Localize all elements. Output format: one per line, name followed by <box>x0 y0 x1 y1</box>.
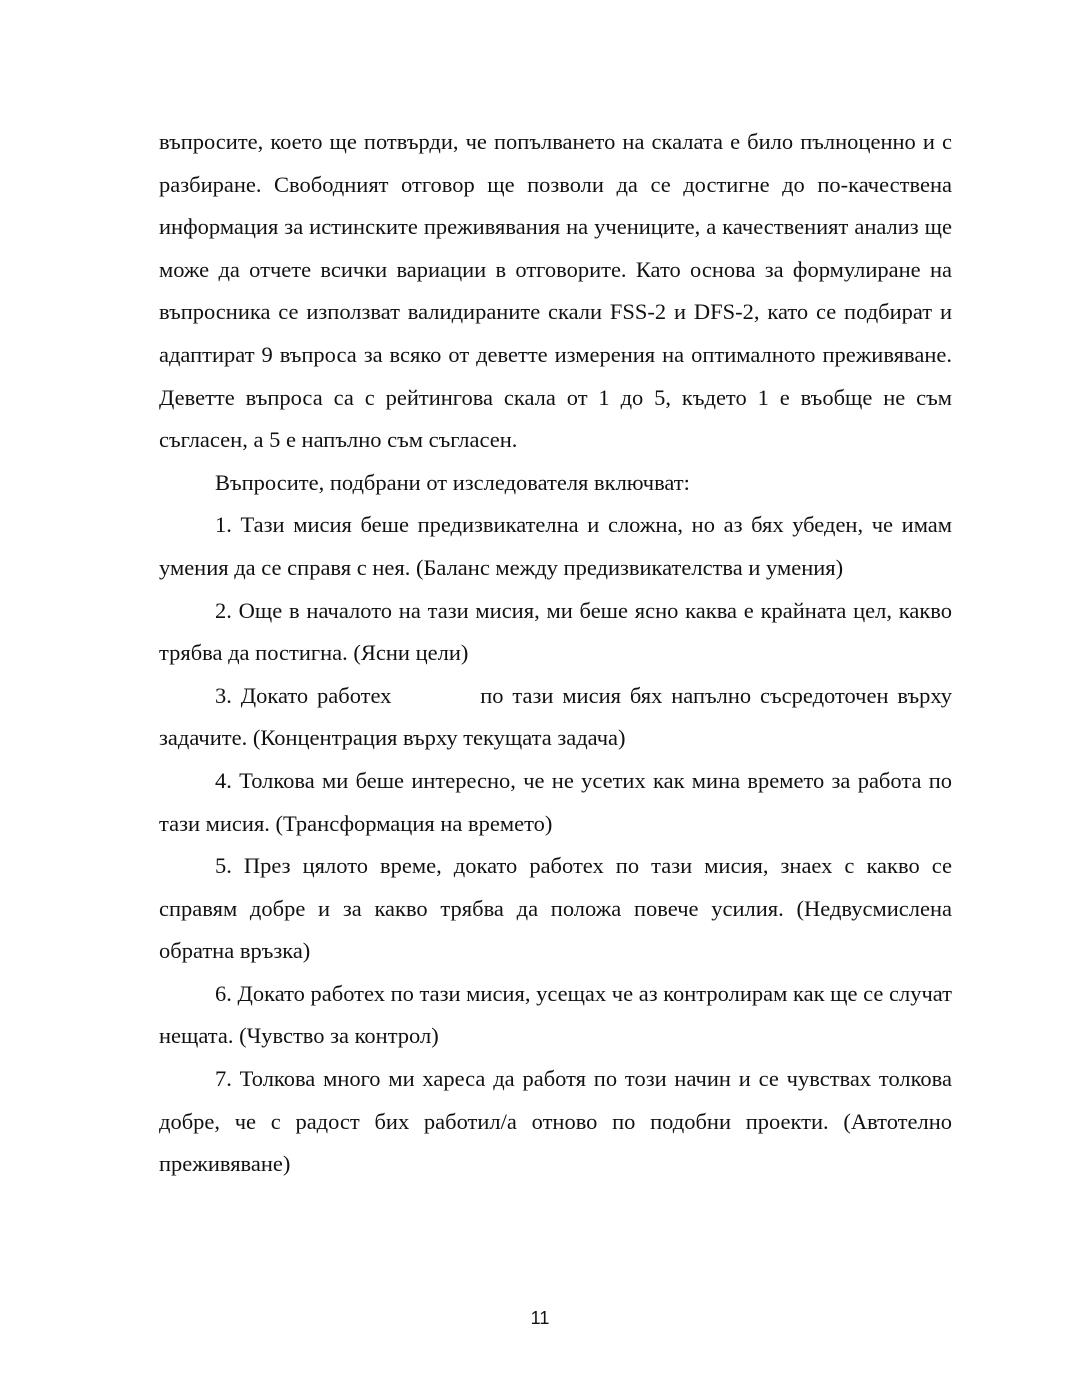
paragraph-continuation: въпросите, което ще потвърди, че попълването на скалата е било пълноценно и с разбиране. Свободният отговор ще позволи да се достигне до по-качествена информация за истинските преживявания на учениците, а качественият анализ ще може да отчете всички вариации в отговорите. Като основа за формулиране на въпросника се използват валидираните скали FSS-2 и DFS-2, като се подбират и адаптират 9 въпроса за всяко от деветте измерения на оптималното преживяване. Деветте въпроса са с рейтингова скала от 1 до 5, където 1 е въобще не съм съгласен, а 5 е напълно съм съгласен. <box>159 129 952 453</box>
question-item-5: 5. През цялото време, докато работех по тази мисия, знаех с какво се справям добре и за какво трябва да положа повече усилия. (Недвусмислена обратна връзка) <box>159 853 952 964</box>
question-item-3: 3. Докато работех по тази мисия бях напълно съсредоточен върху задачите. (Концентрация върху текущата задача) <box>159 682 958 751</box>
paragraph-questions-intro: Въпросите, подбрани от изследователя включват: <box>215 469 690 495</box>
page-number: 11 <box>530 1308 550 1328</box>
question-item-2: 2. Още в началото на тази мисия, ми беше ясно каква е крайната цел, какво трябва да постигна. (Ясни цели) <box>159 597 952 666</box>
question-item-1: 1. Тази мисия беше предизвикателна и сложна, но аз бях убеден, че имам умения да се справя с нея. (Баланс между предизвикателства и умения) <box>159 512 952 580</box>
question-item-7: 7. Толкова много ми хареса да работя по този начин и се чувствах толкова добре, че с радост бих работил/а отново по подобни проекти. (Автотелно преживяване) <box>159 1066 952 1177</box>
question-item-6: 6. Докато работех по тази мисия, усещах че аз контролирам как ще се случат нещата. (Чувство за контрол) <box>159 980 952 1049</box>
question-item-4: 4. Толкова ми беше интересно, че не усетих как мина времето за работа по тази мисия. (Трансформация на времето) <box>159 767 952 836</box>
document-body <box>159 121 958 1186</box>
